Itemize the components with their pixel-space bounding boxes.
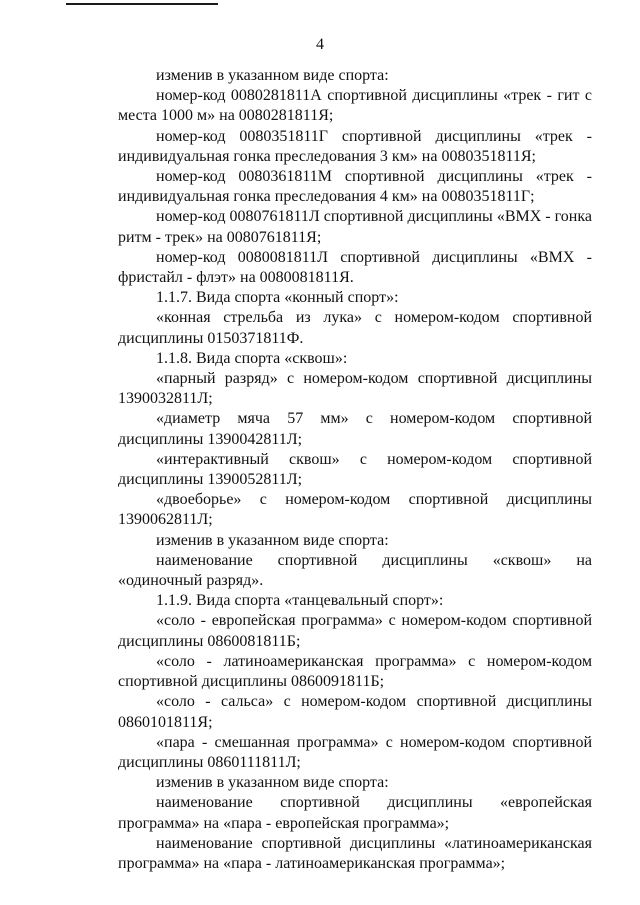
page-number: 4: [316, 36, 324, 53]
section-heading: 1.1.7. Вида спорта «конный спорт»:: [156, 289, 399, 307]
paragraph: номер-код 0080361811М спортивной дисциплины «трек - индивидуальная гонка преследования 4 км» на 0080351811Г;: [118, 168, 592, 206]
paragraph: наименование спортивной дисциплины «сквош» на «одиночный разряд».: [118, 551, 592, 590]
paragraph: «интерактивный сквош» с номером-кодом спортивной дисциплины 1390052811Л;: [118, 450, 592, 489]
paragraph: «диаметр мяча 57 мм» с номером-кодом спортивной дисциплины 1390042811Л;: [118, 410, 592, 448]
paragraph: «двоеборье» с номером-кодом спортивной дисциплины 1390062811Л;: [118, 491, 592, 529]
document-body: [118, 66, 592, 874]
scan-edge-line: [66, 3, 218, 5]
paragraph: номер-код 0080081811Л спортивной дисциплины «ВМХ - фристайл - флэт» на 0080081811Я.: [118, 248, 592, 287]
paragraph: номер-код 0080281811А спортивной дисциплины «трек - гит с места 1000 м» на 0080281811Я;: [118, 87, 592, 125]
paragraph: «соло - сальса» с номером-кодом спортивной дисциплины 0860101811Я;: [118, 693, 592, 731]
paragraph: номер-код 0080351811Г спортивной дисциплины «трек - индивидуальная гонка преследования 3 км» на 0080351811Я;: [118, 127, 592, 165]
paragraph: «соло - европейская программа» с номером-кодом спортивной дисциплины 0860081811Б;: [118, 612, 592, 650]
paragraph: «пара - смешанная программа» с номером-кодом спортивной дисциплины 0860111811Л;: [118, 733, 592, 771]
paragraph: «парный разряд» с номером-кодом спортивной дисциплины 1390032811Л;: [118, 370, 592, 408]
paragraph: изменив в указанном виде спорта:: [156, 774, 389, 792]
section-heading: 1.1.9. Вида спорта «танцевальный спорт»:: [156, 592, 444, 610]
paragraph: изменив в указанном виде спорта:: [156, 67, 389, 84]
paragraph: «соло - латиноамериканская программа» с номером-кодом спортивной дисциплины 0860091811Б;: [118, 652, 592, 691]
paragraph: наименование спортивной дисциплины «европейская программа» на «пара - европейская программа»;: [118, 794, 592, 832]
section-heading: 1.1.8. Вида спорта «сквош»:: [156, 349, 348, 367]
paragraph: наименование спортивной дисциплины «латиноамериканская программа» на «пара - латиноамериканская программа»;: [118, 834, 592, 872]
paragraph: номер-код 0080761811Л спортивной дисциплины «ВМХ - гонка ритм - трек» на 0080761811Я;: [118, 208, 592, 246]
paragraph: изменив в указанном виде спорта:: [156, 531, 389, 549]
paragraph: «конная стрельба из лука» с номером-кодом спортивной дисциплины 0150371811Ф.: [118, 309, 592, 347]
